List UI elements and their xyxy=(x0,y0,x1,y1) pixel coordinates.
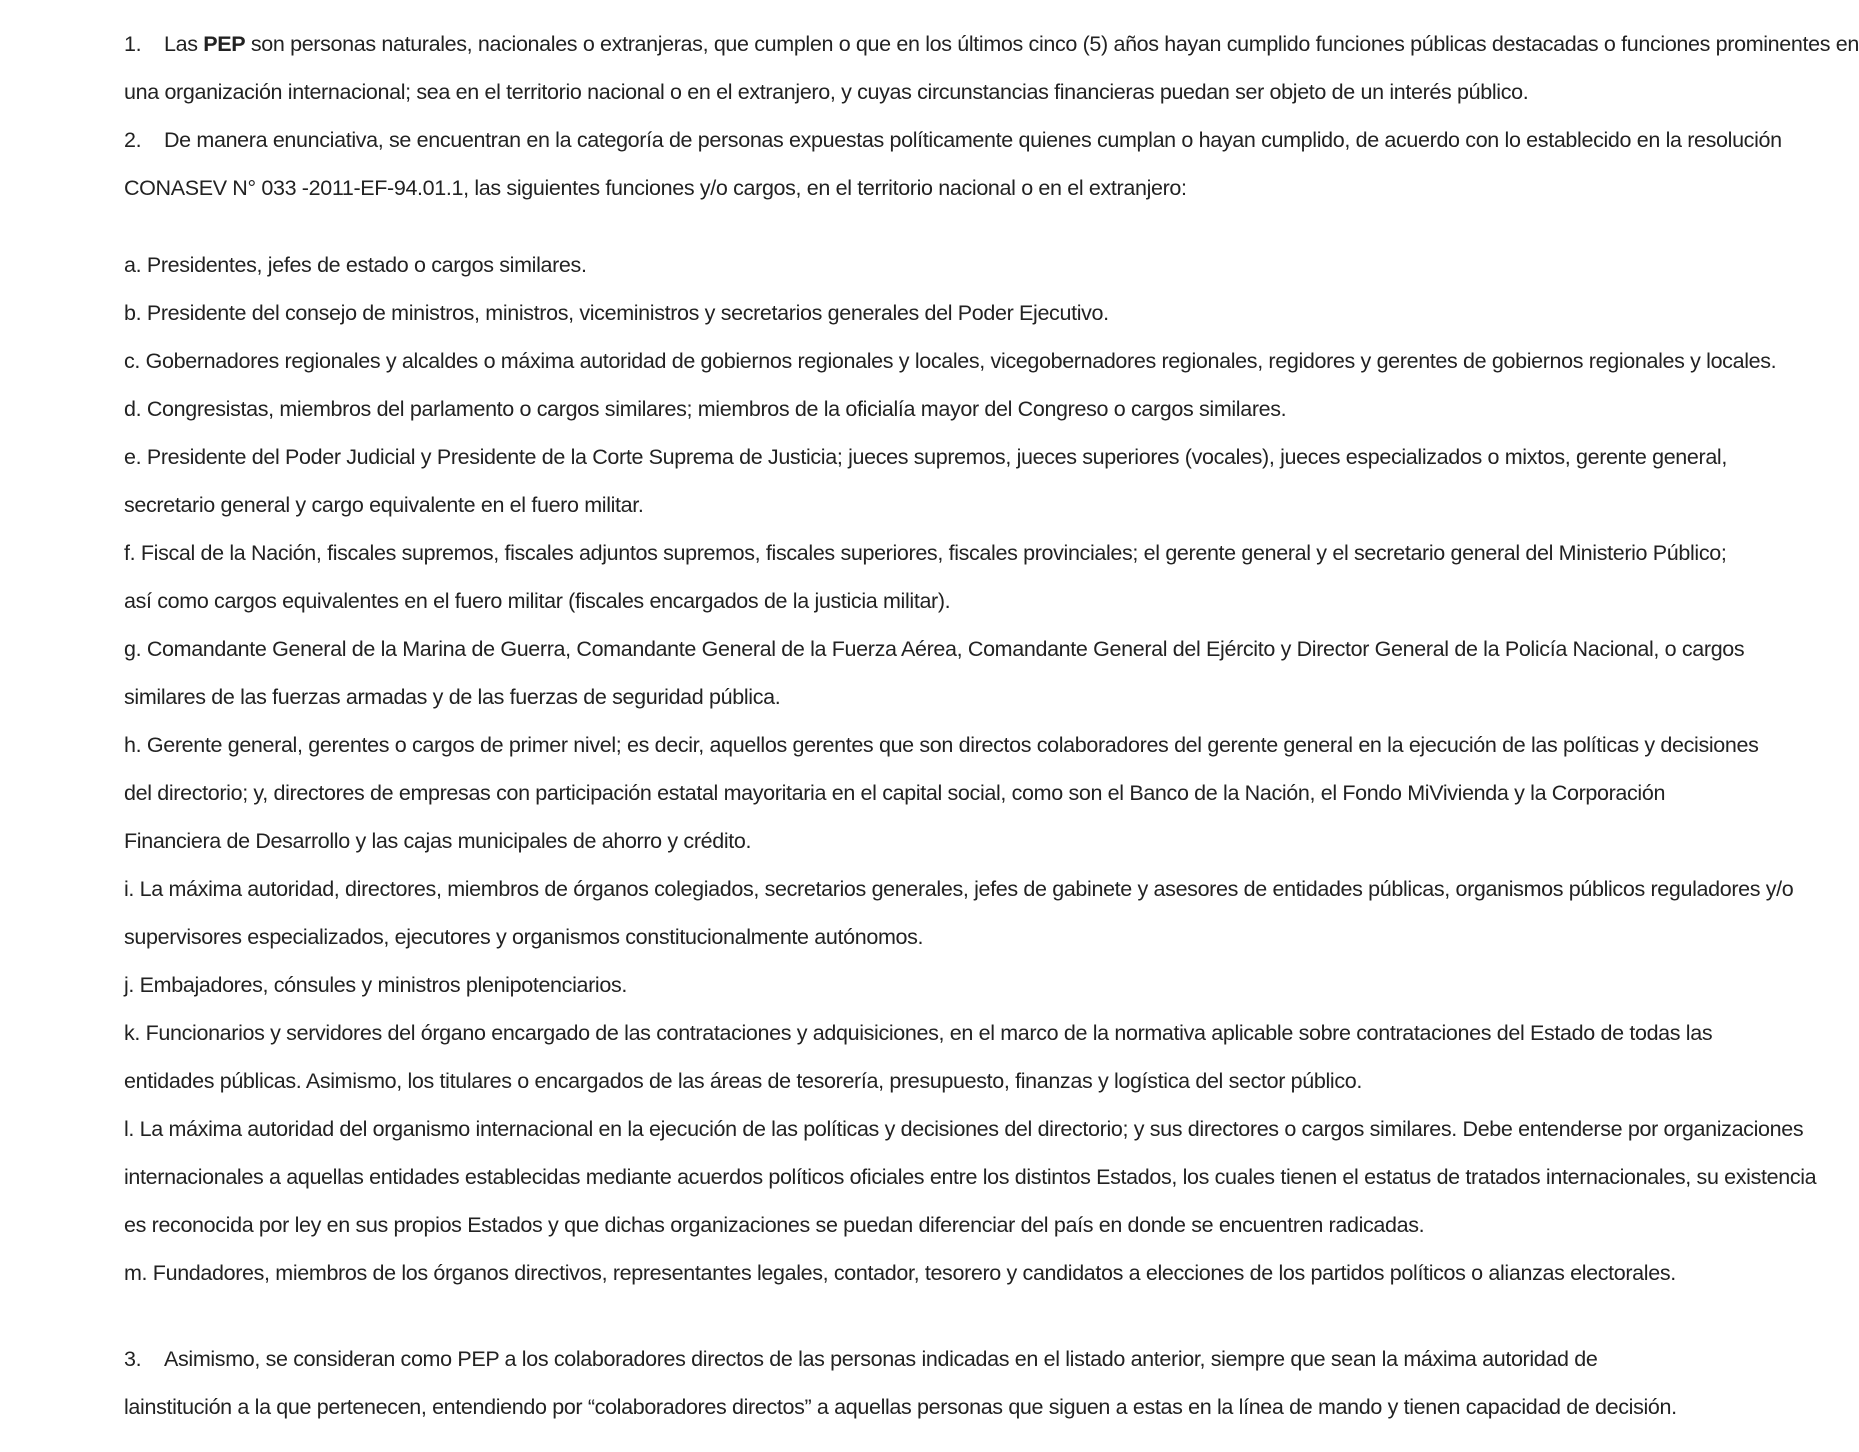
paragraph-3-line-1 xyxy=(124,1335,1598,1383)
paragraph-2-number: 2. xyxy=(124,128,142,152)
list-item-h-line-1: h. Gerente general, gerentes o cargos de primer nivel; es decir, aquellos gerentes que son directos colaboradores del gerente general en la ejecución de las políticas y decisiones xyxy=(124,733,1759,757)
list-item-i-line-2: supervisores especializados, ejecutores y organismos constitucionalmente autónomos. xyxy=(124,925,924,949)
document-body xyxy=(124,20,1859,1431)
paragraph-1-line-2: una organización internacional; sea en el territorio nacional o en el extranjero, y cuyas circunstancias financieras puedan ser objeto de un interés público. xyxy=(124,80,1529,104)
paragraph-2-line-1 xyxy=(124,116,1782,164)
list-item-k-line-2: entidades públicas. Asimismo, los titulares o encargados de las áreas de tesorería, presupuesto, finanzas y logística del sector público. xyxy=(124,1069,1362,1093)
list-item-d: d. Congresistas, miembros del parlamento o cargos similares; miembros de la oficialía mayor del Congreso o cargos similares. xyxy=(124,397,1287,421)
list-item-l-line-2: internacionales a aquellas entidades establecidas mediante acuerdos políticos oficiales entre los distintos Estados, los cuales tienen el estatus de tratados internacionales, su existencia xyxy=(124,1165,1817,1189)
list-item-f-line-1: f. Fiscal de la Nación, fiscales supremos, fiscales adjuntos supremos, fiscales superiores, fiscales provinciales; el gerente general y el secretario general del Ministerio Público; xyxy=(124,541,1727,565)
spacer xyxy=(124,1297,1590,1335)
list-item-l-line-1: l. La máxima autoridad del organismo internacional en la ejecución de las políticas y decisiones del directorio; y sus directores o cargos similares. Debe entenderse por organizaciones xyxy=(124,1117,1804,1141)
list-item-h-line-3: Financiera de Desarrollo y las cajas municipales de ahorro y crédito. xyxy=(124,829,752,853)
list-item-i-line-1: i. La máxima autoridad, directores, miembros de órganos colegiados, secretarios generales, jefes de gabinete y asesores de entidades públicas, organismos públicos reguladores y/o xyxy=(124,877,1794,901)
pep-bold-term: PEP xyxy=(203,32,246,56)
list-item-k-line-1: k. Funcionarios y servidores del órgano encargado de las contrataciones y adquisiciones, en el marco de la normativa aplicable sobre contrataciones del Estado de todas las xyxy=(124,1021,1713,1045)
list-item-m: m. Fundadores, miembros de los órganos directivos, representantes legales, contador, tesorero y candidatos a elecciones de los partidos políticos o alianzas electorales. xyxy=(124,1261,1676,1285)
paragraph-1-prefix: Las xyxy=(164,32,198,56)
list-item-e-line-2: secretario general y cargo equivalente en el fuero militar. xyxy=(124,493,644,517)
paragraph-2-text: De manera enunciativa, se encuentran en la categoría de personas expuestas políticamente quienes cumplan o hayan cumplido, de acuerdo con lo establecido en la resolución xyxy=(164,128,1782,152)
list-item-e-line-1: e. Presidente del Poder Judicial y Presidente de la Corte Suprema de Justicia; jueces supremos, jueces superiores (vocales), jueces especializados o mixtos, gerente general, xyxy=(124,445,1727,469)
list-item-l-line-3: es reconocida por ley en sus propios Estados y que dichas organizaciones se puedan diferenciar del país en donde se encuentren radicadas. xyxy=(124,1213,1425,1237)
spacer xyxy=(124,212,1590,241)
list-item-g-line-1: g. Comandante General de la Marina de Guerra, Comandante General de la Fuerza Aérea, Comandante General del Ejército y Director General de la Policía Nacional, o cargos xyxy=(124,637,1745,661)
list-item-h-line-2: del directorio; y, directores de empresas con participación estatal mayoritaria en el capital social, como son el Banco de la Nación, el Fondo MiVivienda y la Corporación xyxy=(124,781,1666,805)
list-item-f-line-2: así como cargos equivalentes en el fuero militar (fiscales encargados de la justicia militar). xyxy=(124,589,951,613)
paragraph-1-line-1 xyxy=(124,20,1859,68)
paragraph-3-line-2: lainstitución a la que pertenecen, entendiendo por “colaboradores directos” a aquellas personas que siguen a estas en la línea de mando y tienen capacidad de decisión. xyxy=(124,1395,1677,1419)
list-item-a: a. Presidentes, jefes de estado o cargos similares. xyxy=(124,253,587,277)
list-item-c: c. Gobernadores regionales y alcaldes o máxima autoridad de gobiernos regionales y locales, vicegobernadores regionales, regidores y gerentes de gobiernos regionales y locales. xyxy=(124,349,1777,373)
paragraph-3-number: 3. xyxy=(124,1347,142,1371)
list-item-g-line-2: similares de las fuerzas armadas y de las fuerzas de seguridad pública. xyxy=(124,685,781,709)
paragraph-1-rest: son personas naturales, nacionales o extranjeras, que cumplen o que en los últimos cinco (5) años hayan cumplido funciones públicas destacadas o funciones prominentes en xyxy=(250,32,1859,56)
list-item-b: b. Presidente del consejo de ministros, ministros, viceministros y secretarios generales del Poder Ejecutivo. xyxy=(124,301,1109,325)
paragraph-2-line-2: CONASEV N° 033 -2011-EF-94.01.1, las siguientes funciones y/o cargos, en el territorio nacional o en el extranjero: xyxy=(124,176,1187,200)
paragraph-1-number: 1. xyxy=(124,32,142,56)
list-item-j: j. Embajadores, cónsules y ministros plenipotenciarios. xyxy=(124,973,627,997)
paragraph-3-text: Asimismo, se consideran como PEP a los colaboradores directos de las personas indicadas en el listado anterior, siempre que sean la máxima autoridad de xyxy=(164,1347,1598,1371)
